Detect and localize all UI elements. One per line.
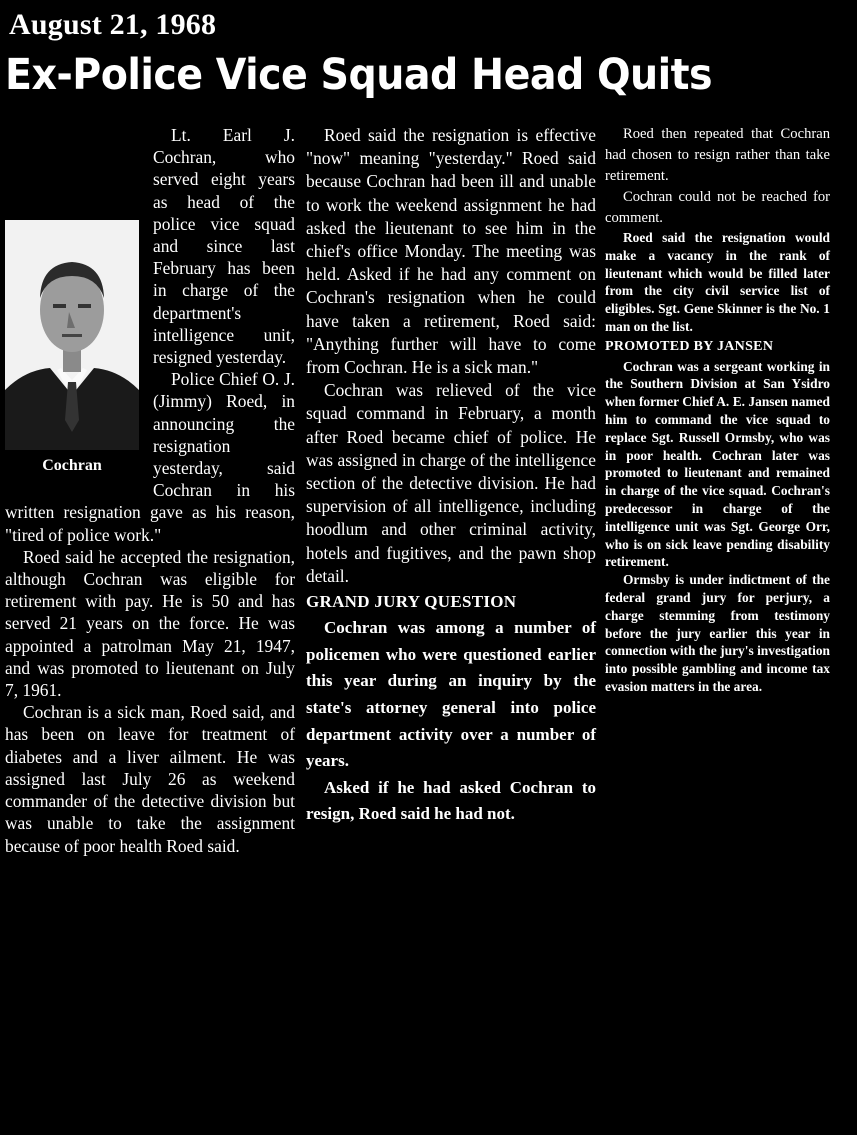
col3-paragraph-2: Cochran could not be reached for comment.	[605, 189, 830, 226]
col3-paragraph-4: Cochran was a sergeant working in the Southern Division at San Ysidro when former Chief A. E. Jansen named him to command the vice squad to replace Sgt. Russell Ormsby, who was in poor health. Cochran later was promoted to lieutenant and remained in charge of the vice squad. Cochran's predecessor in charge of the intelligence unit was Sgt. George Orr, who is on sick leave pending disability retirement.	[605, 358, 830, 570]
col2-paragraph-4: Asked if he had asked Cochran to resign, Roed said he had not.	[306, 777, 596, 824]
col1-flow	[5, 124, 295, 546]
col2-paragraph-2: Cochran was relieved of the vice squad command in February, a month after Roed became chief of police. He was assigned in charge of the intelligence section of the detective division. He had supervision of all intelligence, including hoodlum and other criminal activity, hotels and fugitives, and the pawn shop detail.	[306, 380, 596, 586]
col2-subhead: GRAND JURY QUESTION	[306, 592, 517, 612]
col3-subhead: PROMOTED BY JANSEN	[605, 338, 774, 354]
headline: Ex-Police Vice Squad Head Quits	[5, 50, 713, 100]
col2-paragraph-1: Roed said the resignation is effective "now" meaning "yesterday." Roed said because Cochran had been ill and unable to work the weekend assignment he had asked the lieutenant to see him in the chief's office Monday. The meeting was held. Asked if he had any comment on Cochran's resignation when he could have taken a retirement, Roed said: "Anything further will have to come from Cochran. He is a sick man."	[306, 125, 596, 378]
col3-paragraph-5: Ormsby is under indictment of the federal grand jury for perjury, a charge stemming from testimony before the jury earlier this year in connection with the jury's investigation into possible gambling and income tax evasion matters in the area.	[605, 572, 830, 694]
article-date: August 21, 1968	[9, 8, 217, 41]
col1-paragraph-2: Police Chief O. J. (Jimmy) Roed, in announcing the resignation yesterday, said Cochran in his written resignation gave as his reason, "tired of police work."	[5, 369, 295, 545]
column-2	[306, 124, 596, 828]
col1-paragraph-4: Cochran is a sick man, Roed said, and has been on leave for treatment of diabetes and a liver ailment. He was assigned last July 26 as weekend commander of the detective division but was unable to take the assignment because of poor health Roed said.	[5, 702, 295, 856]
col3-paragraph-3: Roed said the resignation would make a vacancy in the rank of lieutenant which would be filled later from the city civil service list of eligibles. Sgt. Gene Skinner is the No. 1 man on the list.	[605, 230, 830, 334]
col2-paragraph-3: Cochran was among a number of policemen who were questioned earlier this year during an inquiry by the state's attorney general into police department activity over a number of years.	[306, 618, 596, 771]
column-3	[605, 124, 830, 696]
col3-paragraph-1: Roed then repeated that Cochran had chosen to resign rather than take retirement.	[605, 126, 830, 184]
column-1	[5, 124, 295, 857]
photo-caption: Cochran	[42, 457, 102, 474]
portrait-image	[5, 220, 139, 450]
portrait-photo	[5, 220, 139, 478]
col1-paragraph-1: Lt. Earl J. Cochran, who served eight years as head of the police vice squad and since last February has been in charge of the department's intelligence unit, resigned yesterday.	[153, 125, 295, 368]
col1-paragraph-3: Roed said he accepted the resignation, although Cochran was eligible for retirement with pay. He is 50 and has served 21 years on the force. He was appointed a patrolman May 21, 1947, and was promoted to lieutenant on July 7, 1961.	[5, 546, 295, 701]
